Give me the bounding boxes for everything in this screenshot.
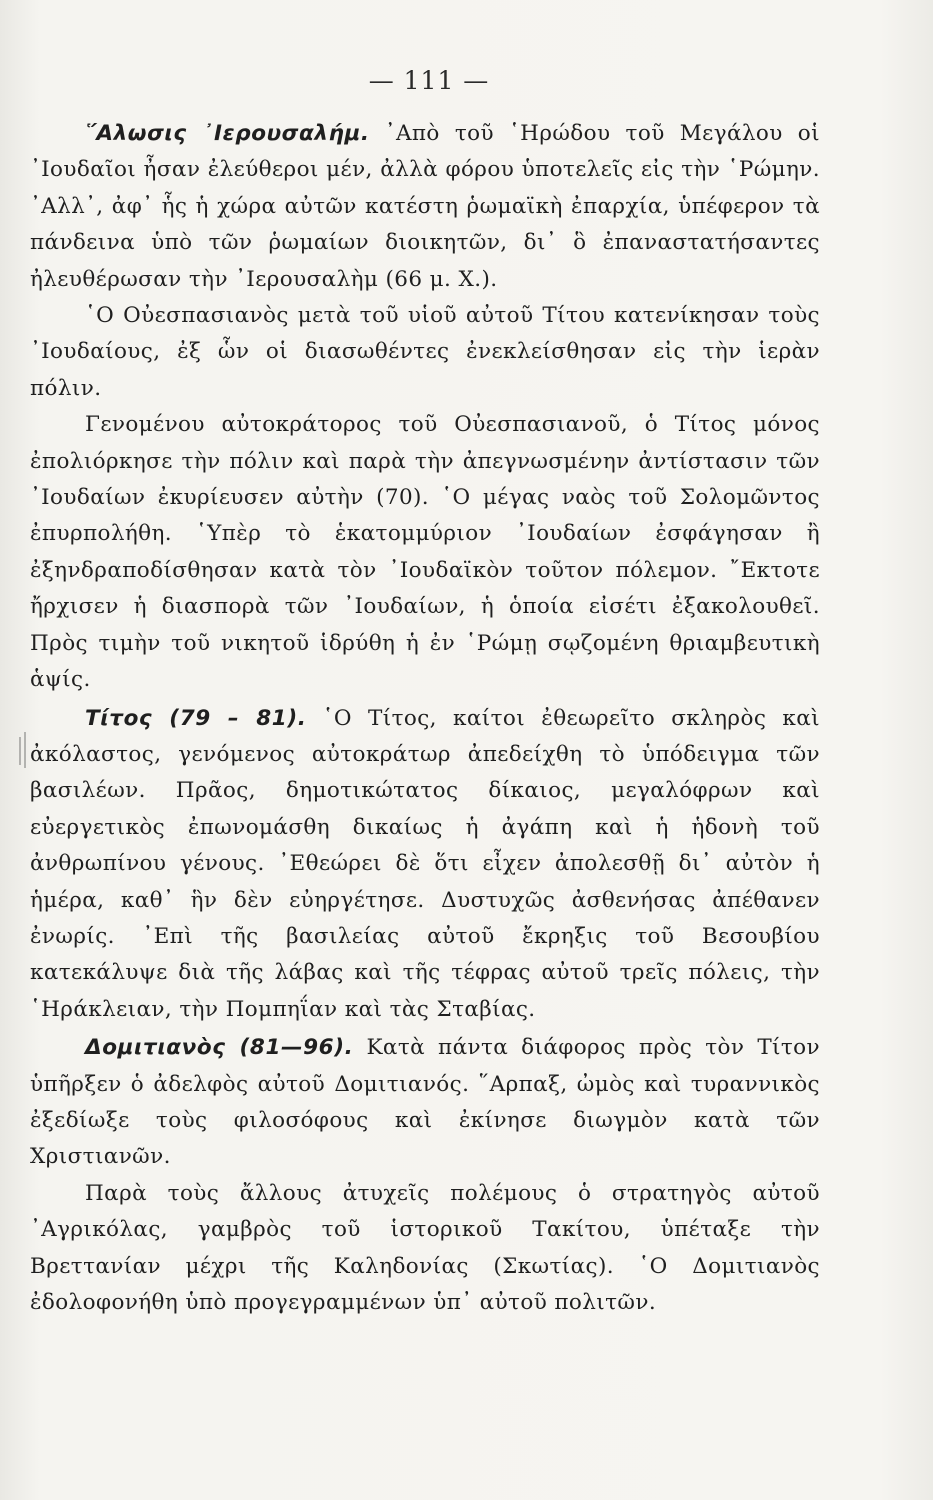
paragraph-titus xyxy=(30,701,820,1029)
paragraph-text: ῾Ο Τίτος, καίτοι ἐθεωρεῖτο σκληρὸς καὶ ἀκόλαστος, γενόμενος αὐτοκράτωρ ἀπεδείχθη τὸ ὑπόδειγμα τῶν βασιλέων. Πρᾶος, δημοτικώτατος δίκαιος, μεγαλόφρων καὶ εὐεργετικὸς ἐπωνομάσθη δικαίως ἡ ἀγάπη καὶ ἡ ἡδονὴ τοῦ ἀνθρωπίνου γένους. ᾿Εθεώρει δὲ ὅτι εἶχεν ἀπολεσθῇ δι᾿ αὐτὸν ἡ ἡμέρα, καθ᾿ ἣν δὲν εὐηργέτησε. Δυστυχῶς ἀσθενήσας ἀπέθανεν ἐνωρίς. ᾿Επὶ τῆς βασιλείας αὐτοῦ ἔκρηξις τοῦ Βεσουβίου κατεκάλυψε διὰ τῆς λάβας καὶ τῆς τέφρας αὐτοῦ τρεῖς πόλεις, τὴν ῾Ηράκλειαν, τὴν Πομπηΐαν καὶ τὰς Σταβίας. xyxy=(30,705,820,1022)
paragraph-text: ᾿Απὸ τοῦ ῾Ηρώδου τοῦ Μεγάλου οἱ ᾿Ιουδαῖοι ἦσαν ἐλεύθεροι μέν, ἀλλὰ φόρου ὑποτελεῖς εἰς τὴν ῾Ρώμην. ᾿Αλλ᾿, ἀφ᾿ ἧς ἡ χώρα αὐτῶν κατέστη ῥωμαϊκὴ ἐπαρχία, ὑπέφερον τὰ πάνδεινα ὑπὸ τῶν ῥωμαίων διοικητῶν, δι᾿ ὃ ἐπαναστατήσαντες ἠλευθέρωσαν τὴν ᾿Ιερουσαλὴμ (66 μ. Χ.). xyxy=(30,121,820,292)
section-heading: Τίτος (79 – 81). xyxy=(85,705,307,731)
paragraph-fall-of-jerusalem xyxy=(30,116,820,298)
page-body xyxy=(30,116,820,1321)
section-heading: Δομιτιανὸς (81—96). xyxy=(85,1035,354,1061)
section-heading: ῞Αλωσις ᾿Ιερουσαλήμ. xyxy=(85,121,370,146)
paragraph-text: Παρὰ τοὺς ἄλλους ἀτυχεῖς πολέμους ὁ στρατηγὸς αὐτοῦ ᾿Αγρικόλας, γαμβρὸς τοῦ ἱστορικοῦ Τακίτου, ὑπέταξε τὴν Βρεττανίαν μέχρι τῆς Καληδονίας (Σκωτίας). ῾Ο Δομιτιανὸς ἐδολοφονήθη ὑπὸ προγεγραμμένων ὑπ᾿ αὐτοῦ πολιτῶν. xyxy=(30,1180,820,1315)
margin-mark xyxy=(19,737,21,765)
page-number: — 111 — xyxy=(368,66,490,95)
paragraph-text: Κατὰ πάντα διάφορος πρὸς τὸν Τίτον ὑπῆρξεν ὁ ἀδελφὸς αὐτοῦ Δομιτιανός. ῞Αρπαξ, ὠμὸς καὶ τυραννικὸς ἐξεδίωξε τοὺς φιλοσόφους καὶ ἐκίνησε διωγμὸν κατὰ τῶν Χριστιανῶν. xyxy=(30,1035,820,1170)
margin-mark xyxy=(24,732,26,768)
paragraph-siege xyxy=(30,407,820,698)
paragraph-vespasian xyxy=(30,298,820,407)
paragraph-text: Γενομένου αὐτοκράτορος τοῦ Οὐεσπασιανοῦ, ὁ Τίτος μόνος ἐπολιόρκησε τὴν πόλιν καὶ παρὰ τὴν ἀπεγνωσμένην ἀντίστασιν τῶν ᾿Ιουδαίων ἐκυρίευσεν αὐτὴν (70). ῾Ο μέγας ναὸς τοῦ Σολομῶντος ἐπυρπολήθη. ῾Υπὲρ τὸ ἑκατομμύριον ᾿Ιουδαίων ἐσφάγησαν ἢ ἐξηνδραποδίσθησαν κατὰ τὸν ᾿Ιουδαϊκὸν τοῦτον πόλεμον. ῎Εκτοτε ἤρχισεν ἡ διασπορὰ τῶν ᾿Ιουδαίων, ἡ ὁποία εἰσέτι ἐξακολουθεῖ. Πρὸς τιμὴν τοῦ νικητοῦ ἱδρύθη ἡ ἐν ῾Ρώμῃ σῳζομένη θριαμβευτικὴ ἁψίς. xyxy=(30,412,820,693)
paragraph-text: ῾Ο Οὐεσπασιανὸς μετὰ τοῦ υἱοῦ αὐτοῦ Τίτου κατενίκησαν τοὺς ᾿Ιουδαίους, ἐξ ὧν οἱ διασωθέντες ἐνεκλείσθησαν εἰς τὴν ἱερὰν πόλιν. xyxy=(30,303,820,401)
paragraph-agricola xyxy=(30,1176,820,1322)
paragraph-domitian xyxy=(30,1030,820,1176)
